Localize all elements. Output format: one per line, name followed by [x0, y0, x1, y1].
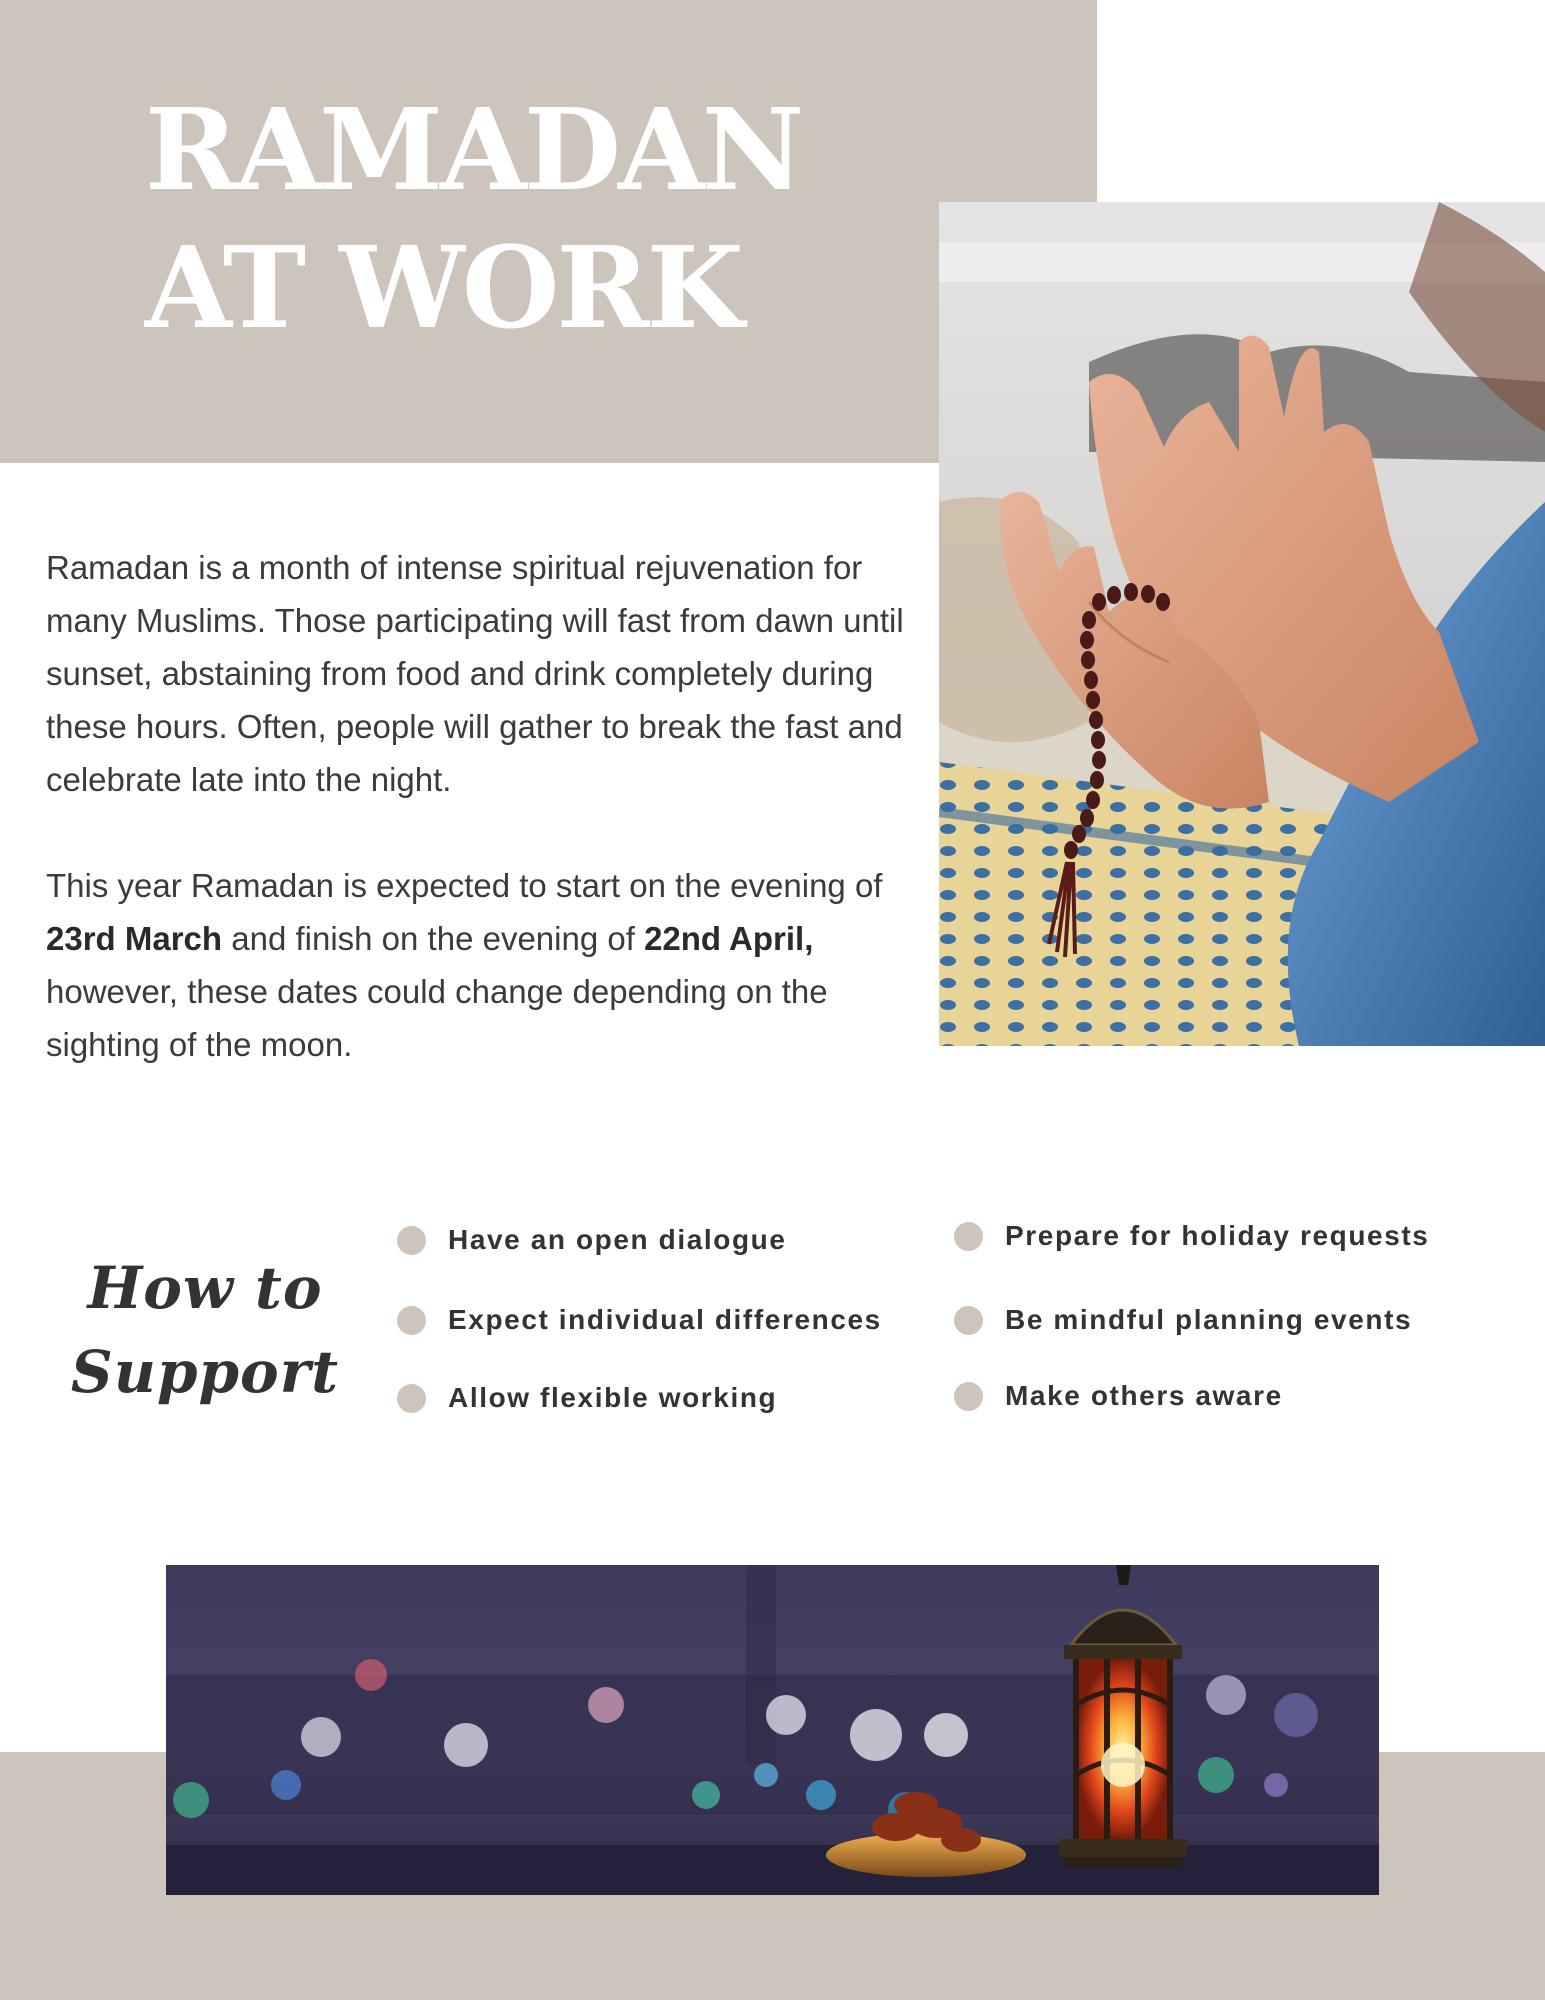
support-heading-line-2: Support	[70, 1338, 340, 1406]
bullet-icon	[397, 1226, 426, 1255]
title-line-1: RAMADAN	[145, 85, 802, 216]
support-tip	[397, 1382, 777, 1414]
intro-paragraph-2-part-b: and finish on the evening of	[222, 920, 645, 957]
prayer-hands-photo	[939, 202, 1545, 1046]
lantern-photo	[166, 1565, 1379, 1895]
intro-paragraph-1: Ramadan is a month of intense spiritual rejuvenation for many Muslims. Those participating will fast from dawn until sunset, abstaining from food and drink completely during these hours. Often, people will gather to break the fast and celebrate late into the night.	[46, 549, 904, 798]
end-date: 22nd April,	[644, 920, 814, 957]
support-tip-label: Expect individual differences	[448, 1304, 882, 1335]
intro-text	[46, 541, 906, 1071]
support-tip-label: Make others aware	[1005, 1380, 1283, 1411]
bullet-icon	[954, 1306, 983, 1335]
start-date: 23rd March	[46, 920, 223, 957]
bullet-icon	[397, 1384, 426, 1413]
title-line-2: AT WORK	[145, 223, 741, 354]
page-title	[145, 82, 801, 358]
support-tip-label: Prepare for holiday requests	[1005, 1220, 1430, 1251]
bullet-icon	[397, 1306, 426, 1335]
support-tip-label: Have an open dialogue	[448, 1224, 787, 1255]
support-tip	[954, 1380, 1283, 1412]
intro-paragraph-2-part-c: however, these dates could change depending on the sighting of the moon.	[46, 973, 828, 1063]
intro-paragraph-2	[46, 859, 906, 1071]
bullet-icon	[954, 1222, 983, 1251]
support-tip	[954, 1220, 1429, 1252]
bullet-icon	[954, 1382, 983, 1411]
support-tip-label: Allow flexible working	[448, 1382, 778, 1413]
intro-paragraph-2-part-a: This year Ramadan is expected to start on the evening of	[46, 867, 883, 904]
support-tip	[397, 1224, 787, 1256]
support-tip	[397, 1304, 882, 1336]
support-heading	[65, 1246, 345, 1414]
support-tip	[954, 1304, 1412, 1336]
support-tip-label: Be mindful planning events	[1005, 1304, 1413, 1335]
support-heading-line-1: How to	[87, 1254, 323, 1322]
